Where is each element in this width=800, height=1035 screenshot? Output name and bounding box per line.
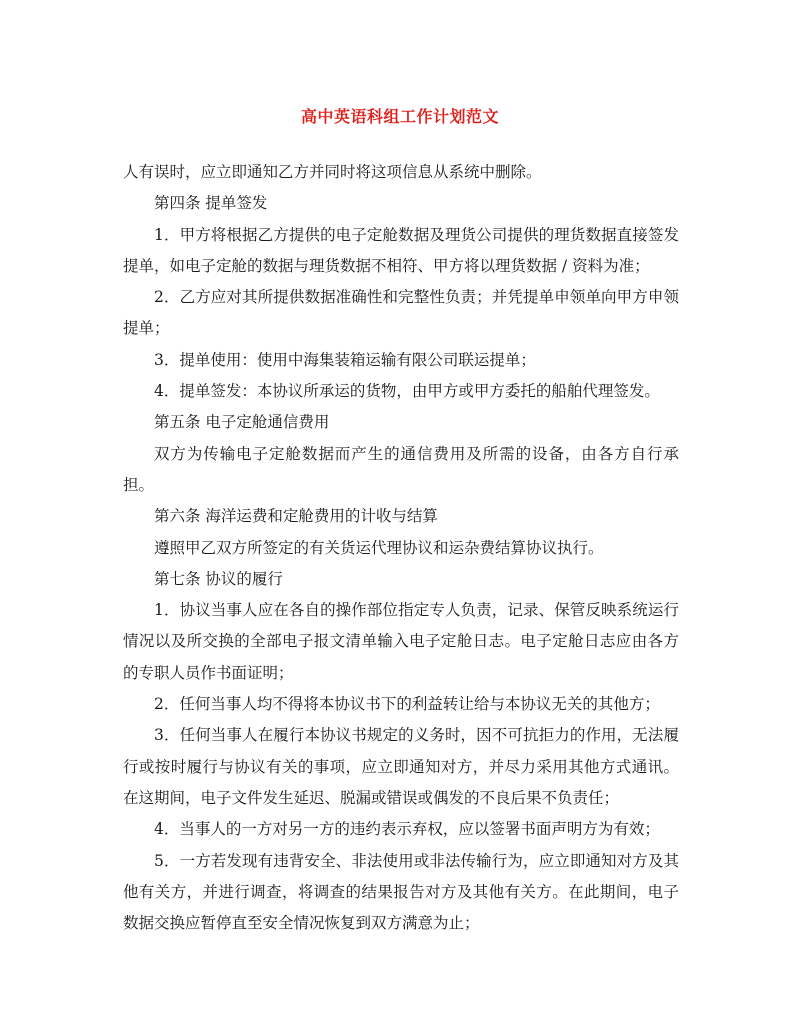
paragraph: 双方为传输电子定舱数据而产生的通信费用及所需的设备，由各方自行承担。 <box>123 444 679 494</box>
paragraph: 4．提单签发：本协议所承运的货物，由甲方或甲方委托的船舶代理签发。 <box>154 382 660 401</box>
document-body <box>123 157 679 939</box>
paragraph: 1．协议当事人应在各自的操作部位指定专人负责，记录、保管反映系统运行情况以及所交换的全部电子报文清单输入电子定舱日志。电子定舱日志应由各方的专职人员作书面证明； <box>123 601 679 682</box>
paragraph: 第四条 提单签发 <box>154 194 268 213</box>
paragraph: 3．任何当事人在履行本协议书规定的义务时，因不可抗拒力的作用，无法履行或按时履行与协议有关的事项，应立即通知对方，并尽力采用其他方式通讯。在这期间，电子文件发生延迟、脱漏或错误或偶发的不良后果不负责任； <box>123 726 679 807</box>
document-title: 高中英语科组工作计划范文 <box>300 107 499 126</box>
paragraph: 4．当事人的一方对另一方的违约表示弃权，应以签署书面声明方为有效； <box>154 820 660 839</box>
paragraph: 3．提单使用：使用中海集装箱运输有限公司联运提单； <box>154 350 536 369</box>
paragraph: 遵照甲乙双方所签定的有关货运代理协议和运杂费结算协议执行。 <box>154 538 604 557</box>
paragraph: 1．甲方将根据乙方提供的电子定舱数据及理货公司提供的理货数据直接签发提单，如电子定舱的数据与理货数据不相符、甲方将以理货数据 / 资料为准； <box>123 225 679 275</box>
paragraph: 5．一方若发现有违背安全、非法使用或非法传输行为，应立即通知对方及其他有关方，并进行调查，将调查的结果报告对方及其他有关方。在此期间，电子数据交换应暂停直至安全情况恢复到双方满意为止； <box>123 851 679 933</box>
paragraph: 第五条 电子定舱通信费用 <box>154 413 330 432</box>
paragraph: 人有误时，应立即通知乙方并同时将这项信息从系统中删除。 <box>123 163 542 181</box>
paragraph: 第六条 海洋运费和定舱费用的计收与结算 <box>154 507 438 526</box>
paragraph: 2．乙方应对其所提供数据准确性和完整性负责；并凭提单申领单向甲方申领提单； <box>123 288 679 338</box>
paragraph: 第七条 协议的履行 <box>154 569 283 588</box>
paragraph: 2．任何当事人均不得将本协议书下的利益转让给与本协议无关的其他方； <box>154 695 660 714</box>
